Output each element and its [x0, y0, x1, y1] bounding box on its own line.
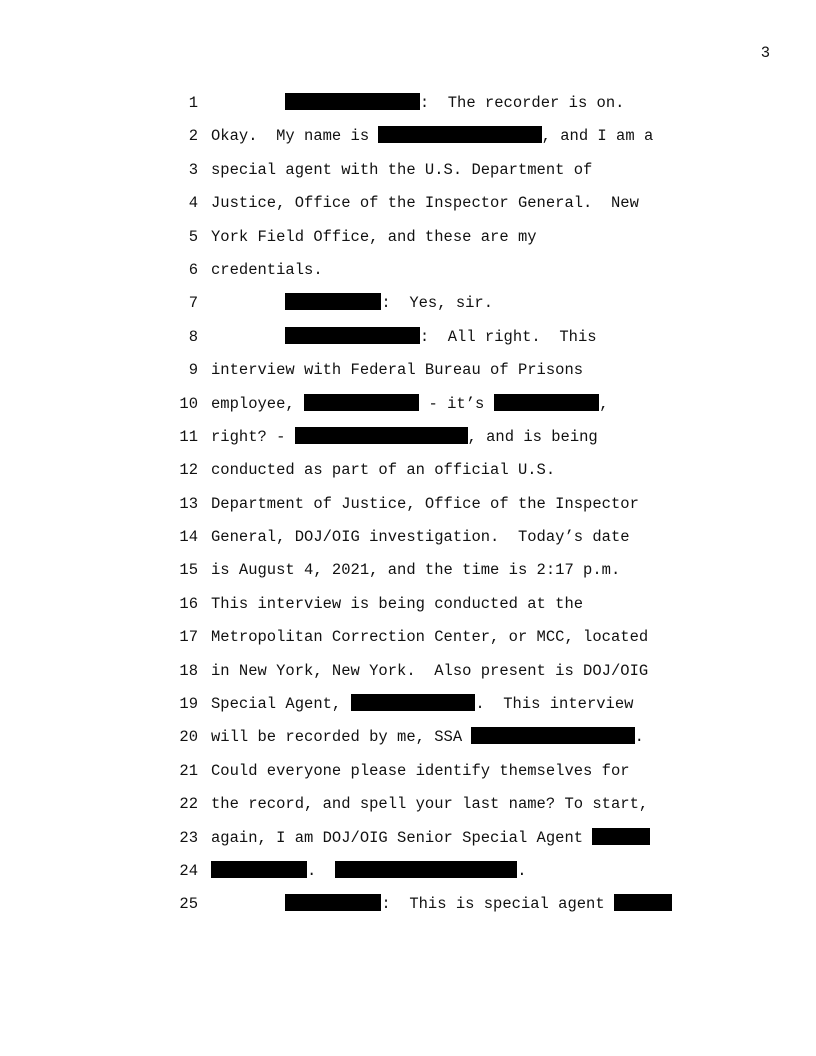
transcript-line — [0, 120, 816, 153]
redaction-box — [295, 427, 468, 444]
transcript-line — [0, 755, 816, 788]
line-number: 15 — [179, 561, 198, 580]
line-text — [211, 321, 597, 354]
text-segment: : All right. This — [419, 327, 597, 346]
transcript-line — [0, 421, 816, 454]
line-text — [211, 621, 648, 654]
line-number: 1 — [188, 94, 198, 112]
redaction-box — [211, 861, 307, 878]
line-text — [211, 454, 555, 487]
line-text — [211, 221, 537, 254]
line-number: 14 — [179, 528, 198, 547]
text-segment — [211, 328, 285, 346]
line-number: 11 — [179, 427, 198, 446]
text-segment: Okay. My name is — [211, 127, 379, 146]
page-number: 3 — [760, 44, 770, 62]
text-segment: Special Agent, — [211, 695, 351, 714]
redaction-box — [285, 894, 381, 911]
text-segment: General, DOJ/OIG investigation. Today’s date — [211, 528, 630, 547]
line-text — [211, 388, 609, 421]
line-number: 13 — [179, 494, 198, 513]
text-segment: employee, — [211, 394, 305, 413]
transcript-line — [0, 554, 816, 587]
line-number: 18 — [179, 661, 198, 680]
text-segment: : Yes, sir. — [381, 294, 494, 313]
line-number: 2 — [188, 127, 198, 146]
text-segment: will be recorded by me, SSA — [211, 728, 472, 747]
line-number: 12 — [179, 461, 198, 480]
text-segment: conducted as part of an official U.S. — [211, 461, 556, 480]
line-number: 19 — [179, 695, 198, 714]
text-segment: special agent with the U.S. Department of — [211, 160, 593, 179]
text-segment: : The recorder is on. — [419, 94, 625, 112]
line-text — [211, 554, 620, 587]
transcript-line — [0, 388, 816, 421]
line-number: 21 — [179, 761, 198, 780]
line-text — [211, 354, 583, 387]
line-number: 9 — [188, 361, 198, 380]
text-segment: right? - — [211, 427, 295, 446]
line-number: 16 — [179, 594, 198, 613]
line-number: 22 — [179, 795, 198, 814]
redaction-box — [285, 293, 381, 310]
line-text — [211, 154, 592, 187]
line-text — [211, 87, 624, 120]
line-text — [211, 788, 648, 821]
line-number: 23 — [179, 828, 198, 847]
text-segment: interview with Federal Bureau of Prisons — [211, 361, 584, 380]
redaction-box — [614, 894, 672, 911]
redaction-box — [351, 694, 476, 711]
line-text — [211, 888, 672, 921]
transcript-line — [0, 855, 816, 888]
transcript-line — [0, 221, 816, 254]
line-text — [211, 822, 650, 855]
transcript-line — [0, 822, 816, 855]
redaction-box — [335, 861, 517, 878]
line-number: 3 — [188, 160, 198, 179]
redaction-box — [471, 727, 634, 744]
transcript-line — [0, 287, 816, 320]
text-segment: . — [307, 861, 335, 880]
line-text — [211, 688, 633, 721]
redaction-box — [378, 126, 541, 143]
text-segment: . This interview — [475, 695, 634, 714]
redaction-box — [304, 394, 419, 411]
redaction-box — [285, 327, 419, 344]
redaction-box — [494, 394, 600, 411]
transcript-line — [0, 87, 816, 120]
transcript-line — [0, 588, 816, 621]
line-number: 5 — [188, 227, 198, 246]
line-text — [211, 755, 630, 788]
line-text — [211, 187, 639, 220]
line-text — [211, 254, 323, 287]
line-text — [211, 655, 648, 688]
line-text — [211, 521, 630, 554]
text-segment: : This is special agent — [381, 895, 614, 914]
transcript-line — [0, 788, 816, 821]
transcript-line — [0, 721, 816, 754]
transcript-line — [0, 688, 816, 721]
text-segment: Justice, Office of the Inspector General. New — [211, 194, 639, 213]
text-segment: is August 4, 2021, and the time is 2:17 p.m. — [211, 561, 621, 580]
line-number: 25 — [179, 895, 198, 914]
text-segment: This interview is being conducted at the — [211, 594, 584, 613]
text-segment: Department of Justice, Office of the Inspector — [211, 494, 639, 513]
line-number: 24 — [179, 861, 198, 880]
line-text — [211, 287, 493, 320]
text-segment — [211, 94, 285, 112]
transcript-line — [0, 354, 816, 387]
transcript-line — [0, 655, 816, 688]
text-segment: credentials. — [211, 260, 323, 279]
line-text — [211, 488, 639, 521]
text-segment: Metropolitan Correction Center, or MCC, located — [211, 628, 649, 647]
text-segment: . — [517, 861, 527, 880]
transcript-line — [0, 488, 816, 521]
text-segment — [211, 294, 285, 312]
text-segment: again, I am DOJ/OIG Senior Special Agent — [211, 828, 593, 847]
redaction-box — [592, 828, 650, 845]
text-segment: in New York, New York. Also present is DOJ/OIG — [211, 661, 649, 680]
transcript-line — [0, 621, 816, 654]
line-number: 20 — [179, 728, 198, 747]
line-text — [211, 421, 598, 454]
line-text — [211, 588, 583, 621]
transcript-line — [0, 254, 816, 287]
line-number: 6 — [188, 260, 198, 279]
line-number: 17 — [179, 628, 198, 647]
text-segment: York Field Office, and these are my — [211, 227, 537, 246]
redaction-box — [285, 93, 419, 110]
line-number: 4 — [188, 194, 198, 213]
text-segment — [211, 895, 285, 913]
line-number: 10 — [179, 394, 198, 413]
line-text — [211, 855, 527, 888]
text-segment: the record, and spell your last name? To start, — [211, 795, 649, 814]
line-number: 8 — [188, 327, 198, 346]
transcript-line — [0, 454, 816, 487]
transcript-line — [0, 521, 816, 554]
transcript-line — [0, 187, 816, 220]
transcript-line — [0, 321, 816, 354]
text-segment: - it’s — [419, 394, 494, 413]
transcript-body — [0, 87, 816, 922]
transcript-line — [0, 154, 816, 187]
transcript-line — [0, 888, 816, 921]
text-segment: Could everyone please identify themselves for — [211, 761, 630, 780]
line-text — [211, 120, 653, 153]
line-text — [211, 721, 644, 754]
line-number: 7 — [188, 294, 198, 313]
text-segment: . — [634, 728, 644, 747]
text-segment: , and I am a — [541, 127, 654, 146]
text-segment: , — [599, 394, 609, 413]
text-segment: , and is being — [467, 427, 598, 446]
